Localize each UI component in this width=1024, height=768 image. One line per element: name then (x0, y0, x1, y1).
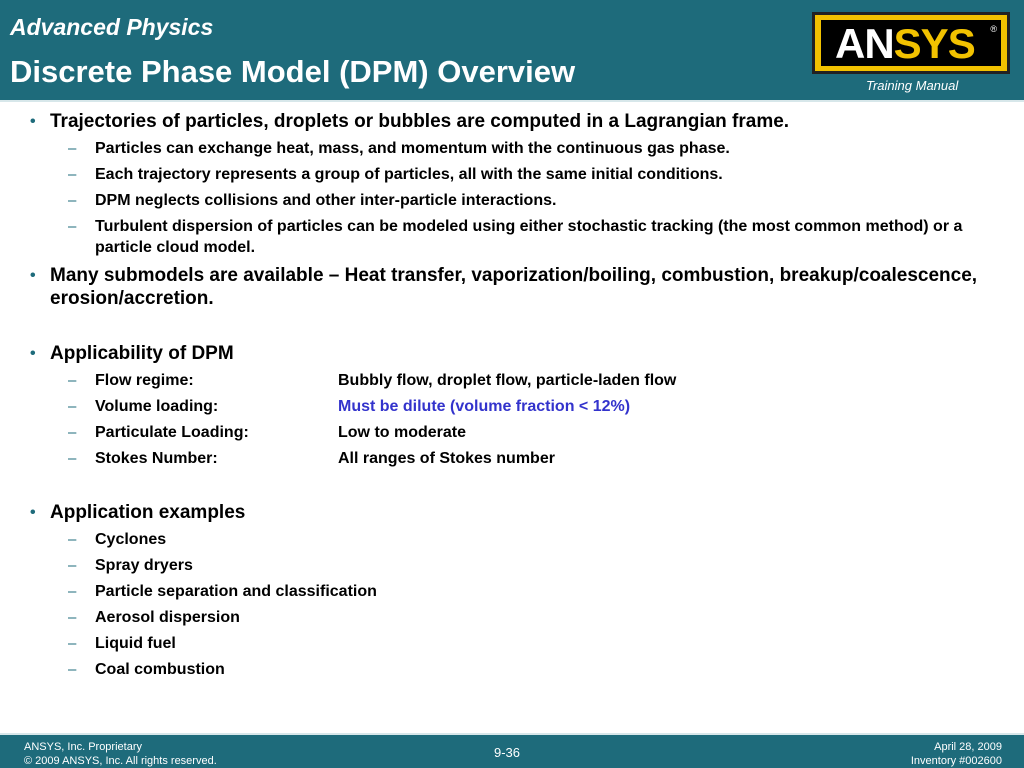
bullet-text: Trajectories of particles, droplets or bubbles are computed in a Lagrangian frame. (50, 111, 790, 132)
applicability-row (30, 422, 980, 443)
row-label: Volume loading: (95, 398, 219, 415)
footer-right (911, 740, 1002, 768)
footer-date: April 28, 2009 (934, 741, 1002, 753)
example-item (30, 633, 980, 654)
bullet-trajectories (30, 110, 980, 133)
section-subtitle: Advanced Physics (10, 14, 214, 40)
example-item (30, 659, 980, 680)
bullet-examples (30, 501, 980, 524)
bullet-applicability (30, 342, 980, 365)
bullet-text: Applicability of DPM (50, 343, 234, 364)
dash-icon: – (68, 372, 77, 389)
applicability-row (30, 370, 980, 391)
row-label: Particulate Loading: (95, 424, 249, 441)
row-value: All ranges of Stokes number (338, 450, 555, 467)
example-text: Liquid fuel (95, 635, 176, 652)
dash-icon: – (68, 140, 77, 157)
example-item (30, 607, 980, 628)
bullet-text: Application examples (50, 502, 246, 523)
dash-icon: – (68, 531, 77, 548)
example-item (30, 581, 980, 602)
sub-bullet (30, 216, 980, 258)
example-item (30, 529, 980, 550)
dash-icon: – (68, 609, 77, 626)
dash-icon: – (68, 635, 77, 652)
row-value: Low to moderate (338, 424, 467, 441)
bullet-text: Many submodels are available – Heat transfer, vaporization/boiling, combustion, breakup/coalescence, erosion/accretion. (50, 265, 978, 309)
example-text: Particle separation and classification (95, 583, 377, 600)
applicability-row (30, 396, 980, 417)
sub-bullet (30, 190, 980, 211)
header-bar (0, 0, 1024, 102)
dash-icon: – (68, 583, 77, 600)
row-label: Stokes Number: (95, 450, 218, 467)
training-manual-label: Training Manual (866, 78, 959, 93)
copyright-notice: © 2009 ANSYS, Inc. All rights reserved. (24, 755, 217, 767)
logo-inner (821, 20, 1001, 66)
bullet-dot-icon: • (30, 113, 36, 130)
row-label: Flow regime: (95, 372, 194, 389)
logo-text (835, 22, 975, 66)
dash-icon: – (68, 661, 77, 678)
sub-bullet-text: DPM neglects collisions and other inter-particle interactions. (95, 192, 557, 209)
bullet-submodels (30, 264, 980, 310)
bullet-dot-icon: • (30, 345, 36, 362)
logo-text-an: AN (835, 20, 894, 67)
footer-bar (0, 733, 1024, 768)
logo-text-sys: SYS (893, 20, 975, 67)
dash-icon: – (68, 398, 77, 415)
dash-icon: – (68, 192, 77, 209)
dash-icon: – (68, 450, 77, 467)
proprietary-notice: ANSYS, Inc. Proprietary (24, 741, 142, 753)
inventory-number: Inventory #002600 (910, 755, 1002, 767)
slide-title: Discrete Phase Model (DPM) Overview (10, 54, 576, 89)
row-value-highlight: Must be dilute (volume fraction < 12%) (338, 398, 631, 415)
dash-icon: – (68, 557, 77, 574)
registered-mark: ® (990, 24, 997, 34)
bullet-dot-icon: • (30, 267, 36, 284)
bullet-dot-icon: • (30, 504, 36, 521)
dash-icon: – (68, 424, 77, 441)
row-value: Bubbly flow, droplet flow, particle-laden flow (338, 372, 677, 389)
dash-icon: – (68, 218, 77, 235)
sub-bullet (30, 138, 980, 159)
dash-icon: – (68, 166, 77, 183)
sub-bullet (30, 164, 980, 185)
example-text: Coal combustion (95, 661, 225, 678)
example-item (30, 555, 980, 576)
example-text: Spray dryers (95, 557, 193, 574)
slide-content (30, 110, 980, 680)
sub-bullet-text: Turbulent dispersion of particles can be modeled using either stochastic tracking (the most common method) or a particle cloud model. (95, 218, 963, 256)
sub-bullet-text: Particles can exchange heat, mass, and momentum with the continuous gas phase. (95, 140, 730, 157)
example-text: Aerosol dispersion (95, 609, 240, 626)
example-text: Cyclones (95, 531, 167, 548)
page-number: 9-36 (494, 745, 521, 760)
ansys-logo (812, 12, 1010, 74)
applicability-row (30, 448, 980, 469)
footer-left (24, 740, 217, 768)
sub-bullet-text: Each trajectory represents a group of particles, all with the same initial conditions. (95, 166, 723, 183)
